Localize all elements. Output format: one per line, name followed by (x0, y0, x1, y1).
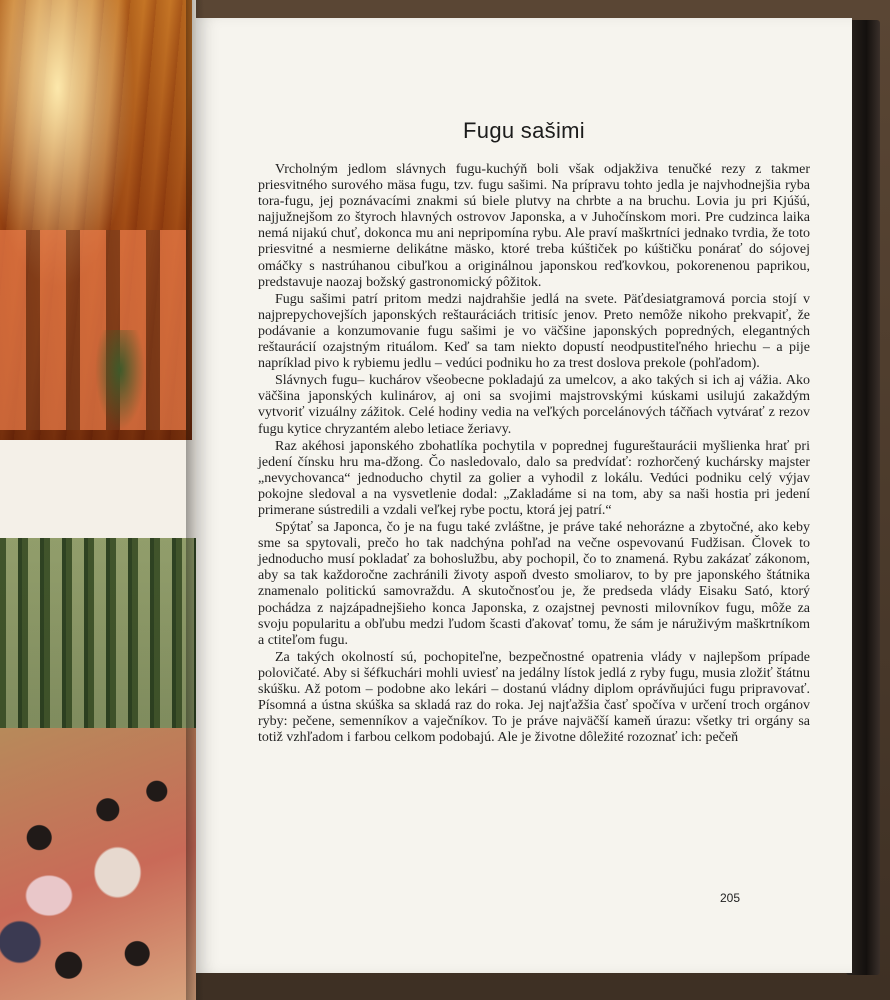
potted-plant (95, 330, 145, 430)
paragraph: Raz akéhosi japonského zbohatlíka pochytila v poprednej fugureštaurácii myšlienka hrať pri jedení čínsku hru ma-džong. Čo nasledovalo, dalo sa predvídať: rozhorčený kuchársky majster „nevychovanca“ jednoducho chytil za golier a vyhodil z lokálu. Vedúci podniku celý výjav pokojne sledoval a na vysvetlenie dodal: „Zakladáme si na tom, aby sa naši hostia pri jedení primerane sústredili a vzdali veľkej rybe poctu, ktorá jej patrí.“ (258, 438, 810, 518)
paragraph: Za takých okolností sú, pochopiteľne, bezpečnostné opatrenia vlády v najlepšom prípade polovičaté. Aby si šéfkuchári mohli uviesť na jedálny lístok jedlá z ryby fugu, musia zložiť štátnu skúšku. Až potom – podobne ako lekári – dostanú vládny diplom oprávňujúci fugu pripravovať. Písomná a ústna skúška sa skladá raz do roka. Jej najťažšia časť spočíva v určení troch orgánov ryby: pečene, semenníkov a vaječníkov. To je práve najväčší kameň úrazu: všetky tri orgány sa totiž vzhľadom i farbou celkom podobajú. Ale je životne dôležité rozoznať ich: pečeň (258, 649, 810, 746)
paragraph: Slávnych fugu– kuchárov všeobecne pokladajú za umelcov, a ako takých si ich aj vážia. Ako väčšina japonských kulinárov, aj oni sa svojimi majstrovskými kúskami usilujú zakaždým vytvoriť vizuálny zážitok. Celé hodiny vedia na veľkých porcelánových táčňach vytvárať z rezov fugu kytice chryzantém alebo letiace žeriavy. (258, 373, 810, 437)
paragraph: Vrcholným jedlom slávnych fugu-kuchýň boli však odjakživa tenučké rezy z takmer priesvitného surového mäsa fugu, tzv. fugu sašimi. Na prípravu tohto jedla je najvhodnejšia ryba tora-fugu, jej poznávacími znakmi sú biele plutvy na chrbte a na bruchu. Lovia ju pri Kjúšú, najjužnejšom zo štyroch hlavných ostrovov Japonska, a v Juhočínskom mori. Pre cudzinca laika nemá nijakú chuť, dokonca mu ani nepripomína rybu. Ale praví maškrtníci jednako tvrdia, že toto priesvitné a nesmierne delikátne mäsko, ktoré treba kúštiček po kúštičku ponárať do sójovej omáčky s nastrúhanou cibuľkou a originálnou japonskou reďkovkou, pokorenenou paprikou, predstavuje naozaj božský gastronomický pôžitok. (258, 162, 810, 290)
photo-gap (0, 440, 196, 538)
restaurant-photo (0, 0, 192, 440)
body-text (258, 162, 810, 747)
right-page (196, 18, 852, 973)
page-number: 205 (720, 891, 741, 905)
paragraph: Fugu sašimi patrí pritom medzi najdrahšie jedlá na svete. Päťdesiatgramová porcia stojí v najprepychovejších japonských reštauráciách tritisíc jenov. Preto nemôže nikoho prekvapiť, že podávanie a konzumovanie fugu sašimi je vo väčšine japonských popredných, elegantných reštaurácií ozajstným rituálom. Keď sa tam niekto dopustí neodpustiteľného hriechu – a pije napríklad pivo k rybiemu jedlu – vedúci podniku ho za trest doslova prekole (pohľadom). (258, 291, 810, 372)
seated-people (0, 768, 196, 1000)
paragraph: Spýtať sa Japonca, čo je na fugu také zvláštne, je práve také nehorázne a zbytočné, ako keby sme sa spytovali, prečo ho tak nadchýna pohľad na večne ospevovanú Fudžisan. Človek to jednoducho musí pokladať za bohoslužbu, aby pochopil, čo to znamená. Rybu zakázať zákonom, aby sa tak každoročne zachránili životy aspoň dvesto smoliarov, to by pre japonského štátnika znamenalo politickú samovraždu. A skutočnosťou je, že predseda vlády Eisaku Sató, ktorý pochádza z najzápadnejšieho konca Japonska, z ozajstnej pevnosti milovníkov fugu, môže za svoju popularitu a obľubu medzi ľudom šcasti ďakovať tomu, že sám je náruživým maškrtníkom a ctiteľom fugu. (258, 520, 810, 648)
chapter-title: Fugu sašimi (463, 118, 585, 143)
garden-gathering-photo (0, 538, 196, 1000)
left-page (0, 0, 196, 1000)
